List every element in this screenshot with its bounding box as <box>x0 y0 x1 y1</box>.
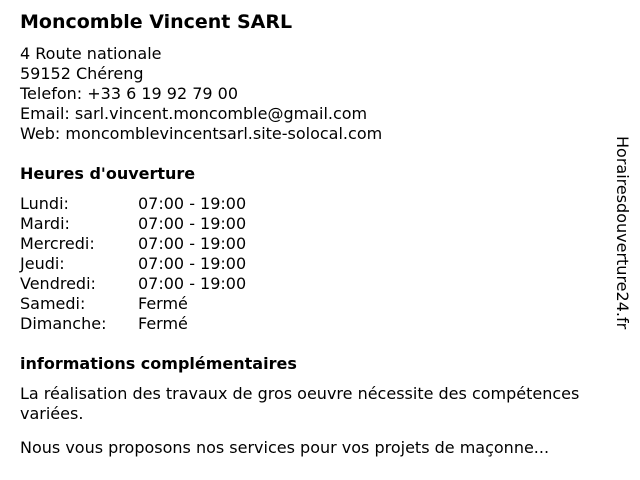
day-label: Dimanche: <box>20 314 107 333</box>
day-label: Lundi: <box>20 194 69 213</box>
day-label: Vendredi: <box>20 274 96 293</box>
time-value: 07:00 - 19:00 <box>138 274 247 293</box>
day-label: Mardi: <box>20 214 70 233</box>
info-heading: informations complémentaires <box>20 354 297 373</box>
city-postcode: 59152 Chéreng <box>20 64 144 83</box>
phone-number: Telefon: +33 6 19 92 79 00 <box>20 84 239 103</box>
time-value: 07:00 - 19:00 <box>138 234 247 253</box>
street-address: 4 Route nationale <box>20 44 162 63</box>
website: Web: moncomblevincentsarl.site-solocal.com <box>20 124 383 143</box>
info-paragraph: Nous vous proposons nos services pour vos projets de maçonne... <box>20 438 550 457</box>
site-watermark: Horairesdouverture24.fr <box>613 136 632 330</box>
day-label: Samedi: <box>20 294 86 313</box>
contact-block <box>20 44 382 144</box>
business-name: Moncomble Vincent SARL <box>20 11 293 33</box>
day-label: Mercredi: <box>20 234 95 253</box>
email-address: Email: sarl.vincent.moncomble@gmail.com <box>20 104 368 123</box>
time-value: 07:00 - 19:00 <box>138 214 247 233</box>
time-value: 07:00 - 19:00 <box>138 254 247 273</box>
time-value: Fermé <box>138 294 188 313</box>
info-paragraph: La réalisation des travaux de gros oeuvre nécessite des compétences variées. <box>20 384 580 423</box>
time-value: 07:00 - 19:00 <box>138 194 247 213</box>
hours-heading: Heures d'ouverture <box>20 164 196 183</box>
time-value: Fermé <box>138 314 188 333</box>
day-label: Jeudi: <box>20 254 65 273</box>
